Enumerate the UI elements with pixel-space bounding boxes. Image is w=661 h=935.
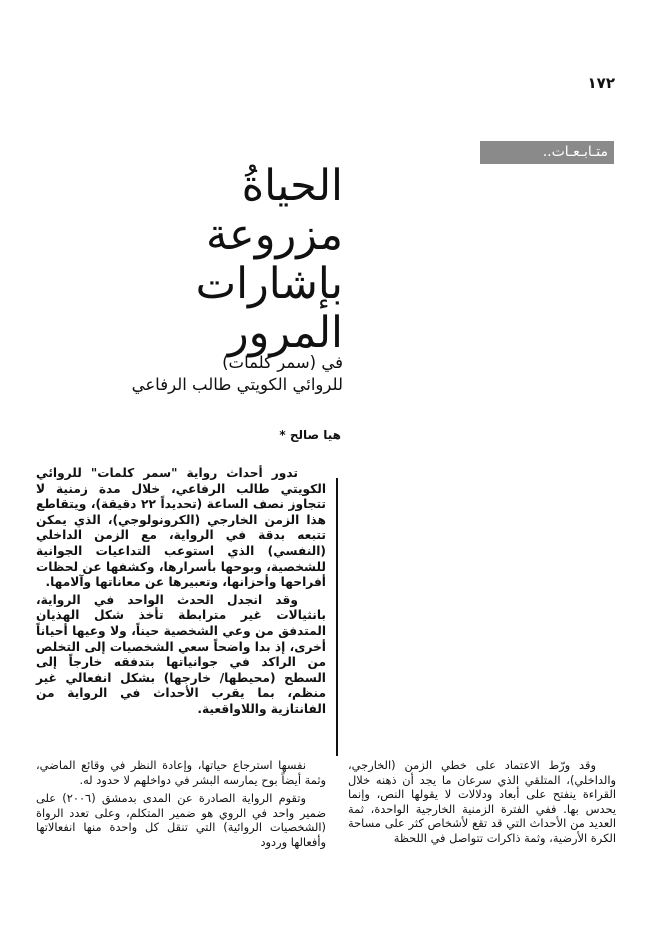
- section-label: متـابـعـات..: [480, 141, 614, 164]
- body-column-left: [36, 758, 326, 854]
- article-headline: [196, 162, 343, 358]
- body-column-right: [348, 758, 616, 850]
- page-number: ١٧٢: [587, 74, 615, 92]
- lead-divider: [336, 478, 338, 756]
- headline-line: المرور: [227, 308, 343, 358]
- lead-paragraph: تدور أحداث رواية "سمر كلمات" للروائي الكويتي طالب الرفاعي، خلال مدة زمنية لا تتجاوز نصف الساعة (تحديداً ٢٢ دقيقة)، ويتقاطع هذا الزمن الخارجي (الكرونولوجي)، الذي يمكن تتبعه بدقة في الرواية، مع الزمن الداخلي (النفسي) الذي استوعب التداعيات الجوانية للشخصية، وبوحها بأسرارها، وكشفها عن لحظات أفراحها وأحزانها، وتعبيرها عن معاناتها وآلامها.: [36, 466, 326, 590]
- headline-line: بإشارات: [195, 259, 343, 309]
- headline-line: الحياةُ: [241, 161, 343, 211]
- author-byline: هيا صالح *: [279, 428, 341, 442]
- body-paragraph: وتقوم الرواية الصادرة عن المدى بدمشق (٢٠٠٦) على ضمير واحد في الروي هو ضمير المتكلم، وعلى تعدد الرواة (الشخصيات الروائية) التي تنقل كل واحدة منها انفعالاتها وأفعالها وردود: [36, 791, 326, 849]
- lead-paragraphs: [36, 466, 326, 720]
- subtitle-line: في (سمر كلمات): [222, 353, 343, 372]
- body-paragraph: وقد ورّط الاعتماد على خطي الزمن (الخارجي، والداخلي)، المتلقي الذي سرعان ما يجد أن ذهنه خلال القراءة ينفتح على أبعاد ودلالات لا يقولها النص، وإنما يحدس بها. ففي الفترة الزمنية الخارجية الواحدة، ثمة العديد من الأحداث التي قد تقع لأشخاص كثر على مساحة الكرة الأرضية، وثمة ذاكرات تتواصل في اللحظة: [348, 758, 616, 845]
- headline-line: مزروعة: [206, 210, 343, 260]
- article-subtitle: [132, 352, 343, 396]
- lead-paragraph: وقد انجدل الحدث الواحد في الرواية، بانثيالات غير مترابطة تأخذ شكل الهذيان المتدفق من وعي الشخصية حيناً، ولا وعيها أحياناً أخرى، إذ بدا واضحاً سعي الشخصيات إلى التخلص من الراكد في جوانياتها بتدفقه خارجاً إلى السطح (محيطها/ خارجها) بشكل انفعالي غير منظم، بما يقرب الأحداث في الرواية من الفانتازية واللاواقعية.: [36, 592, 326, 716]
- subtitle-line: للروائي الكويتي طالب الرفاعي: [131, 375, 343, 394]
- body-paragraph: نفسها استرجاع حياتها، وإعادة النظر في وقائع الماضي، وثمة أيضاً بوح يمارسه البشر في دواخلهم لا حدود له.: [36, 758, 326, 787]
